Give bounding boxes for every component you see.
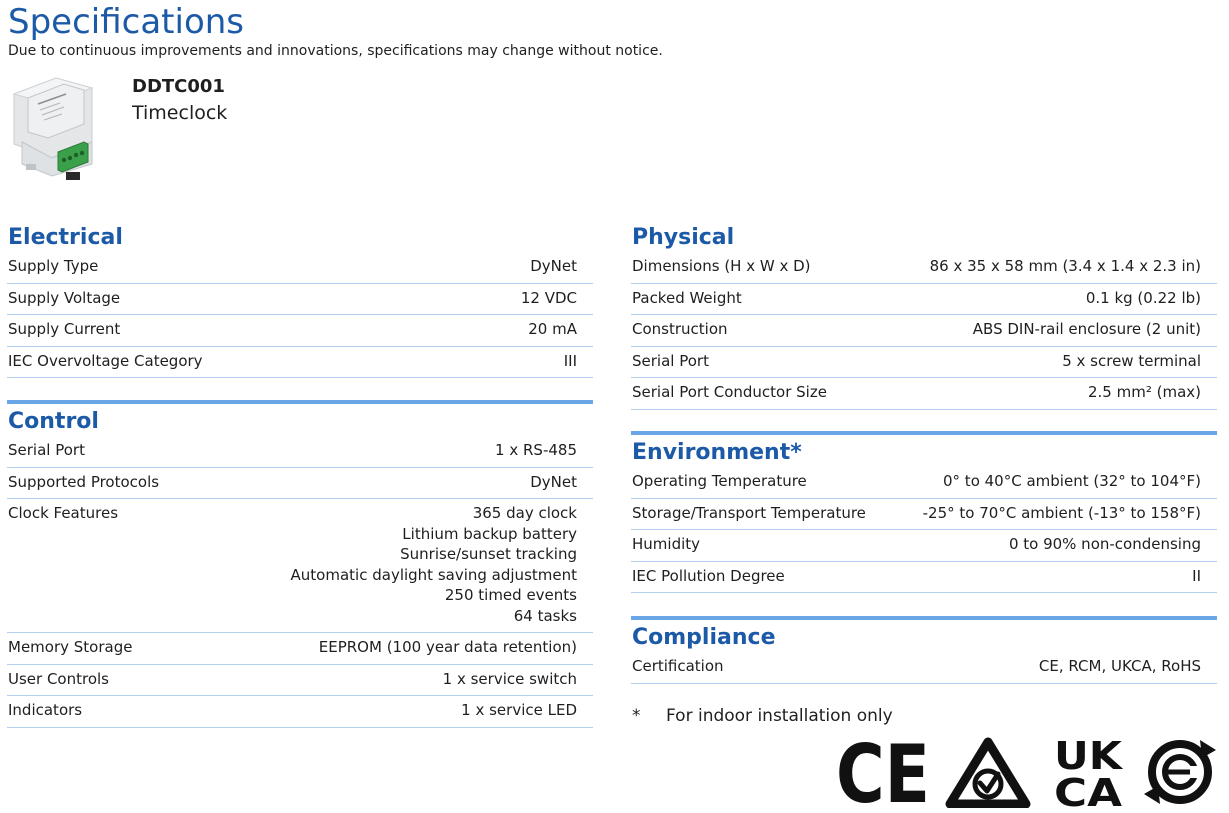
footnote — [632, 706, 893, 726]
section-heading: Environment* — [632, 440, 802, 465]
section-heading: Electrical — [8, 225, 123, 250]
spec-value-line: Sunrise/sunset tracking — [400, 545, 577, 563]
spec-row — [7, 436, 593, 468]
spec-value-line: Lithium backup battery — [402, 524, 577, 543]
page-title: Specifications — [8, 2, 245, 42]
spec-row — [631, 499, 1217, 531]
spec-label: Clock Features — [8, 504, 119, 522]
spec-row — [631, 562, 1217, 594]
spec-value: 5 x screw terminal — [1062, 351, 1201, 370]
rohs-e-mark-icon — [1144, 740, 1216, 804]
page-subtitle: Due to continuous improvements and innovations, specifications may change without notice. — [8, 43, 663, 59]
spec-value: 1 x RS-485 — [495, 441, 577, 459]
spec-value: DyNet — [530, 257, 577, 275]
spec-label: Operating Temperature — [632, 472, 807, 490]
spec-row — [7, 315, 593, 347]
spec-value: -25° to 70°C ambient (-13° to 158°F) — [922, 503, 1201, 522]
spec-row — [7, 468, 593, 500]
product-name: Timeclock — [132, 102, 228, 124]
product-code: DDTC001 — [132, 76, 225, 97]
footnote-marker: * — [632, 706, 641, 726]
spec-value: CE, RCM, UKCA, RoHS — [1038, 657, 1201, 675]
certification-logos — [836, 736, 1220, 808]
spec-row — [631, 252, 1217, 284]
spec-value: 0° to 40°C ambient (32° to 104°F) — [943, 472, 1201, 490]
spec-label: Construction — [632, 320, 728, 338]
spec-value: 0 to 90% non-condensing — [1008, 535, 1201, 553]
spec-label: Humidity — [632, 535, 701, 553]
spec-value-line: 250 timed events — [444, 586, 577, 604]
spec-label: User Controls — [8, 669, 109, 688]
ukca-top-text: UK — [1054, 736, 1124, 778]
spec-row — [631, 284, 1217, 316]
spec-label: Serial Port — [8, 441, 85, 459]
spec-label: IEC Overvoltage Category — [8, 351, 203, 370]
spec-label: Storage/Transport Temperature — [632, 503, 866, 522]
spec-row — [7, 696, 593, 728]
spec-row — [631, 652, 1217, 684]
spec-value: 20 mA — [528, 320, 577, 338]
control-section — [7, 400, 593, 728]
spec-label: Memory Storage — [8, 638, 133, 656]
spec-row — [7, 252, 593, 284]
ukca-mark-icon — [1054, 736, 1124, 808]
spec-row — [7, 665, 593, 697]
section-heading: Physical — [632, 225, 735, 250]
spec-value-line: 365 day clock — [472, 504, 577, 522]
environment-section — [631, 431, 1217, 593]
spec-row — [631, 467, 1217, 499]
din-rail-device-icon — [8, 72, 100, 184]
spec-row — [7, 284, 593, 316]
section-heading: Compliance — [632, 625, 776, 650]
spec-value: 1 x service LED — [461, 701, 577, 719]
spec-row — [631, 347, 1217, 379]
spec-value-line: Automatic daylight saving adjustment — [290, 565, 577, 584]
spec-row — [631, 530, 1217, 562]
spec-value-multiline — [291, 503, 577, 626]
spec-value: 86 x 35 x 58 mm (3.4 x 1.4 x 2.3 in) — [929, 257, 1201, 275]
spec-row — [631, 378, 1217, 410]
ce-mark-icon — [836, 736, 930, 808]
spec-label: Serial Port Conductor Size — [632, 383, 827, 401]
spec-value: EEPROM (100 year data retention) — [318, 638, 577, 656]
spec-value: DyNet — [530, 472, 577, 491]
spec-label: Dimensions (H x W x D) — [632, 257, 811, 275]
spec-row — [7, 347, 593, 379]
rcm-mark-icon — [950, 742, 1026, 804]
ce-mark-text: CE — [836, 736, 930, 808]
spec-label: Supported Protocols — [8, 472, 160, 491]
spec-value: 2.5 mm² (max) — [1087, 383, 1201, 401]
spec-row — [7, 499, 593, 633]
spec-value: ABS DIN-rail enclosure (2 unit) — [972, 320, 1201, 338]
compliance-section — [631, 616, 1217, 684]
spec-row — [631, 315, 1217, 347]
spec-value: 12 VDC — [520, 288, 577, 307]
spec-value-line: 64 tasks — [513, 606, 577, 625]
physical-section — [631, 224, 1217, 410]
spec-label: Certification — [632, 657, 724, 675]
footnote-text: For indoor installation only — [666, 706, 893, 726]
spec-value: II — [1192, 566, 1201, 585]
spec-label: Supply Current — [8, 320, 121, 338]
electrical-section — [7, 224, 593, 378]
spec-label: Indicators — [8, 701, 83, 719]
spec-value: 1 x service switch — [442, 669, 577, 688]
ukca-bottom-text: CA — [1054, 771, 1123, 808]
section-heading: Control — [8, 409, 99, 434]
spec-value: 0.1 kg (0.22 lb) — [1085, 288, 1201, 307]
spec-label: Serial Port — [632, 351, 709, 370]
spec-label: Supply Voltage — [8, 288, 121, 307]
spec-label: Supply Type — [8, 257, 99, 275]
spec-row — [7, 633, 593, 665]
spec-label: Packed Weight — [632, 288, 742, 307]
spec-value: III — [563, 351, 577, 370]
spec-label: IEC Pollution Degree — [632, 566, 785, 585]
